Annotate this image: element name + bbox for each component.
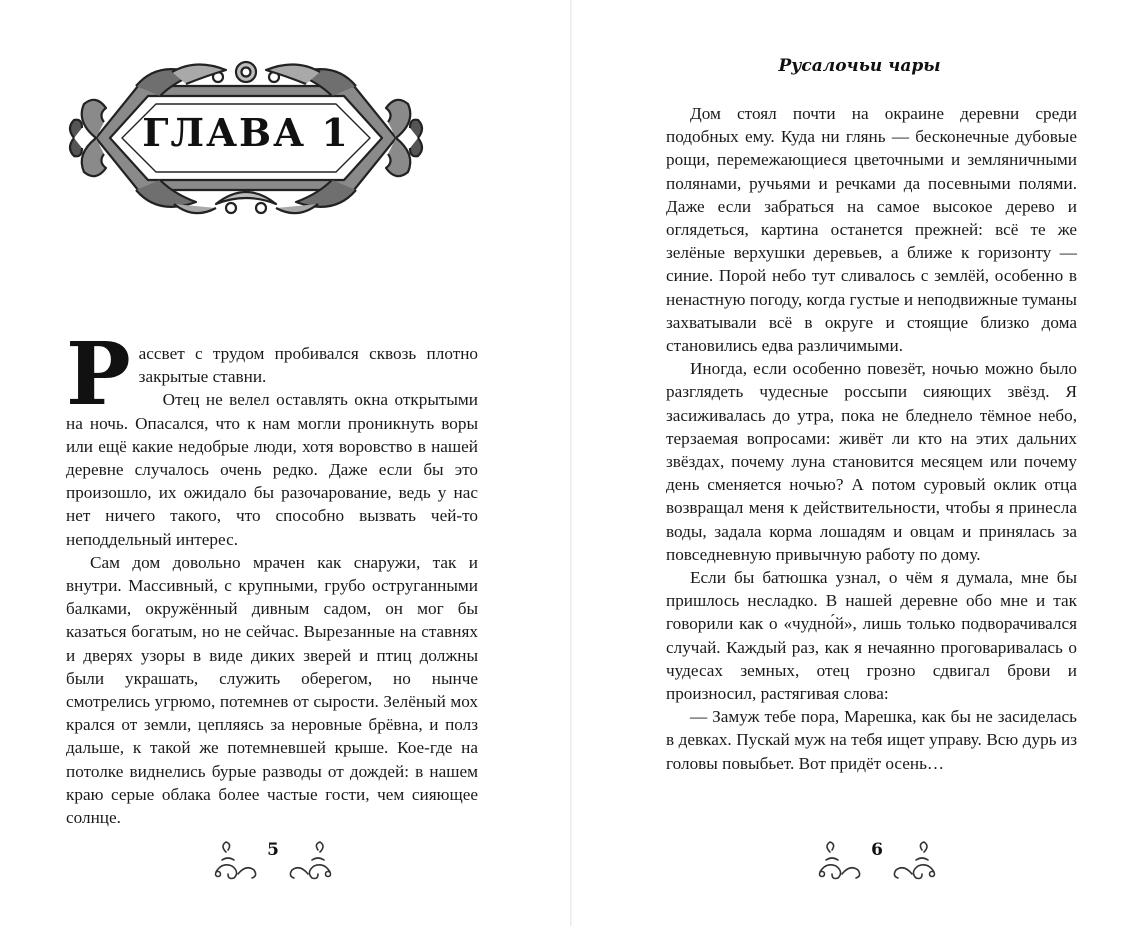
left-page <box>0 0 572 926</box>
right-page <box>572 0 1147 926</box>
paragraph-2: Иногда, если особенно повезёт, ночью можно было разглядеть чудесные россыпи сияющих звёзд. Я засиживалась до утра, пока не бледнело тёмное небо, терзаемая вопросами: живёт ли кто на этих дальних звёздах, почему луна становится месяцем или почему день сменяется ночью? А потом суровый оклик отца возвращал меня к действительности, чтобы я принесла воды, задала корма лошадям и овцам и принялась за повседневную привычную работу по дому. <box>666 359 1077 564</box>
paragraph-3: Сам дом довольно мрачен как снаружи, так и внутри. Массивный, с крупными, грубо оструганными балками, окружённый дивным садом, он мог бы казаться богатым, но не сейчас. Вырезанные на ставнях и дверях узоры в виде диких зверей и птиц должны были украшать, служить оберегом, но нынче смотрелись угрюмо, потемнев от сырости. Зелёный мох крался от земли, цепляясь за неровные брёвна, и полз дальше, к такой же потемневшей крыше. Кое-где на потолке виднелись бурые разводы от дождей: в нашем краю серые облака более частые гости, чем сияющее солнце. <box>66 552 478 828</box>
paragraph-4: — Замуж тебе пора, Марешка, как бы не засиделась в девках. Пускай муж на тебя ищет управу. Всю дурь из головы повыбьет. Вот придёт осень… <box>666 707 1077 773</box>
chapter-title: ГЛАВА 1 <box>142 110 350 155</box>
page-number: 6 <box>871 840 883 860</box>
right-page-folio <box>812 838 942 888</box>
left-page-body-text <box>66 324 478 829</box>
drop-cap: Р <box>66 324 131 425</box>
running-head: Русалочьи чары <box>778 56 941 76</box>
paragraph-1: Дом стоял почти на окраине деревни среди подобных ему. Куда ни глянь — бесконечные дубовые рощи, перемежающиеся цветочными и земляничными полянами, ручьями и речками да посевными полями. Даже если забраться на самое высокое дерево и оглядеться, картина останется прежней: всё те же зелёные верхушки деревьев, а ближе к горизонту — синие. Порой небо тут сливалось с землёй, особенно в ненастную погоду, когда густые и неподвижные туманы захватывали всё в округе и стоящие близко дома становились едва различимыми. <box>666 104 1077 356</box>
paragraph-1-text: ассвет с трудом пробивался сквозь плотно закрытые ставни. <box>138 344 478 387</box>
left-page-folio <box>208 838 338 888</box>
paragraph-2: Отец не велел оставлять окна открытыми на ночь. Опасался, что к нам могли проникнуть воры или ещё какие недобрые люди, хотя воровство в нашей деревне случалось очень редко. Даже если бы это произошло, их ожидало бы разочарование, ведь у нас нет ничего такого, что способно вызвать чей-то неподдельный интерес. <box>66 390 478 549</box>
right-page-body-text <box>666 102 1077 775</box>
paragraph-3: Если бы батюшка узнал, о чём я думала, мне бы пришлось несладко. В нашей деревне обо мне и так говорили как о «чудно́й», лишь только подворачивался случай. Каждый раз, как я нечаянно проговаривалась о чудесах земных, отец грозно сдвигал брови и произносил, растягивая слова: <box>666 568 1077 704</box>
chapter-ornament-frame <box>66 52 426 224</box>
page-number: 5 <box>267 840 279 860</box>
paragraph-1 <box>66 324 478 425</box>
